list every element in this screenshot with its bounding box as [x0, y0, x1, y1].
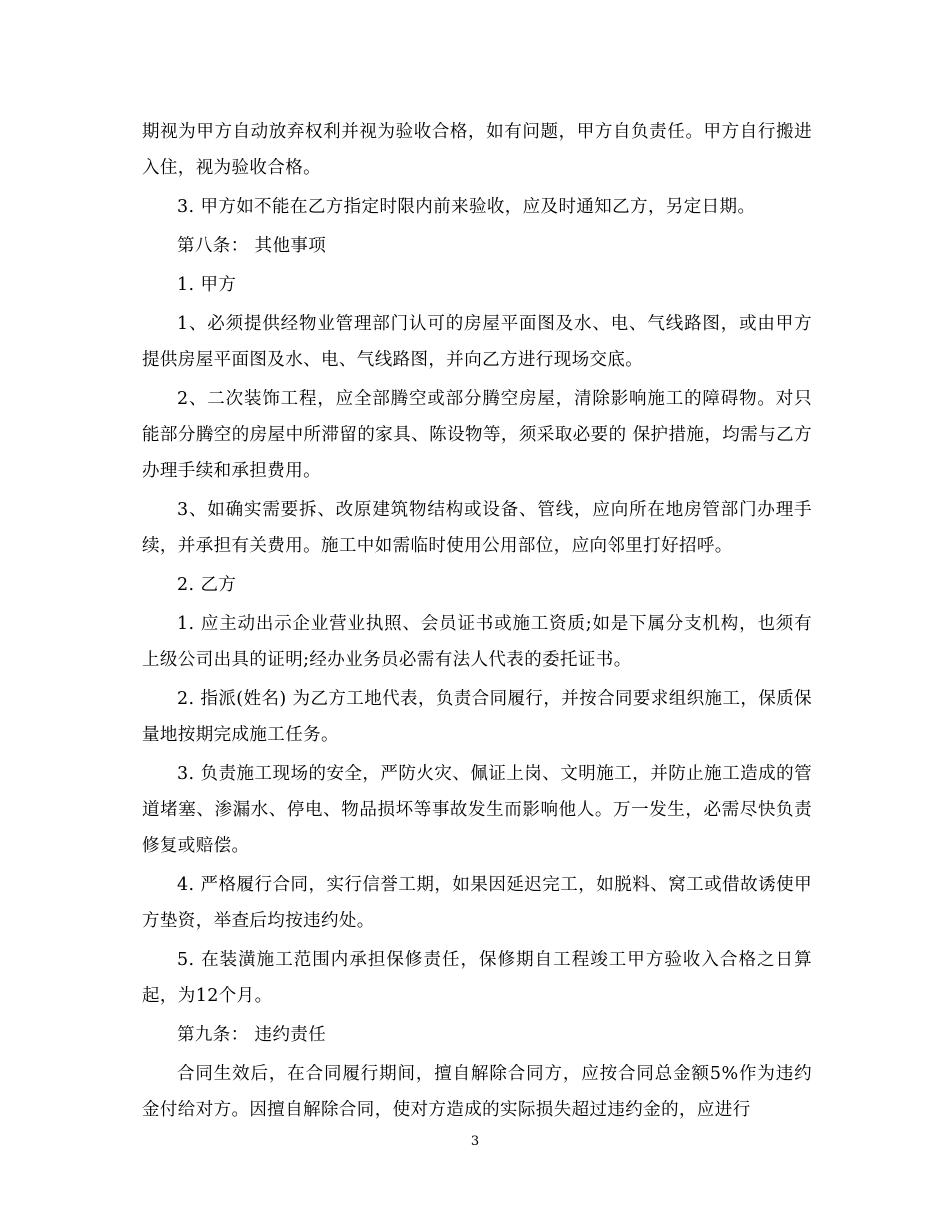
subheading-party-b: 2. 乙方 [177, 575, 237, 595]
paragraph-party-a-2: 2、二次装饰工程，应全部腾空或部分腾空房屋，清除影响施工的障碍物。对只能部分腾空的房屋中所滞留的家具、陈设物等，须采取必要的 保护措施，均需与乙方办理手续和承担费用。 [142, 389, 812, 481]
paragraph-party-b-4: 4. 严格履行合同，实行信誉工期，如果因延迟完工，如脱料、窝工或借故诱使甲方垫资，举查后均按违约处。 [142, 875, 812, 931]
paragraph-clause-3-inspection: 3. 甲方如不能在乙方指定时限内前来验收，应及时通知乙方，另定日期。 [177, 197, 756, 217]
paragraph-party-a-3: 3、如确实需要拆、改原建筑物结构或设备、管线，应向所在地房管部门办理手续，并承担有关费用。施工中如需临时使用公用部位，应向邻里打好招呼。 [142, 500, 812, 556]
page-number: 3 [470, 1134, 480, 1149]
heading-article-9: 第九条： 违约责任 [177, 1025, 327, 1045]
paragraph-acceptance-continuation: 期视为甲方自动放弃权利并视为验收合格，如有问题，甲方自负责任。甲方自行搬进入住，视为验收合格。 [142, 122, 812, 178]
heading-article-8: 第八条： 其他事项 [177, 236, 327, 256]
document-body [142, 114, 812, 1128]
paragraph-breach-liability: 合同生效后，在合同履行期间，擅自解除合同方，应按合同总金额5%作为违约金付给对方。因擅自解除合同，使对方造成的实际损失超过违约金的，应进行 [142, 1064, 812, 1120]
paragraph-party-b-1: 1. 应主动出示企业营业执照、会员证书或施工资质;如是下属分支机构，也须有上级公司出具的证明;经办业务员必需有法人代表的委托证书。 [142, 614, 812, 670]
paragraph-party-b-2: 2. 指派(姓名) 为乙方工地代表，负责合同履行，并按合同要求组织施工，保质保量地按期完成施工任务。 [142, 689, 812, 745]
paragraph-party-b-3: 3. 负责施工现场的安全，严防火灾、佩证上岗、文明施工，并防止施工造成的管道堵塞、渗漏水、停电、物品损坏等事故发生而影响他人。万一发生，必需尽快负责修复或赔偿。 [142, 764, 812, 856]
paragraph-party-a-1: 1、必须提供经物业管理部门认可的房屋平面图及水、电、气线路图，或由甲方提供房屋平面图及水、电、气线路图，并向乙方进行现场交底。 [142, 314, 812, 370]
subheading-party-a: 1. 甲方 [177, 275, 237, 295]
paragraph-party-b-5: 5. 在装潢施工范围内承担保修责任，保修期自工程竣工甲方验收入合格之日算起，为12个月。 [142, 950, 812, 1006]
